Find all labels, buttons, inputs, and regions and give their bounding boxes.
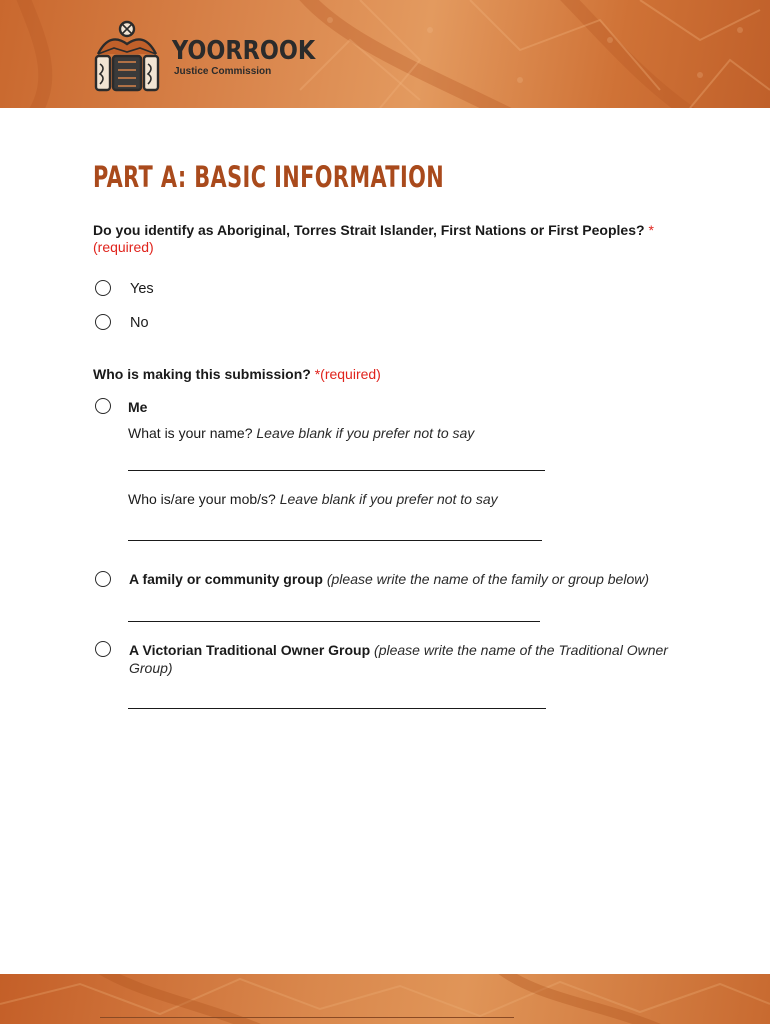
radio-yes[interactable] — [95, 280, 111, 296]
name-prompt-hint: Leave blank if you prefer not to say — [256, 425, 475, 441]
radio-no[interactable] — [95, 314, 111, 330]
option-tog-text: A Victorian Traditional Owner Group — [129, 642, 371, 658]
radio-me[interactable] — [95, 398, 111, 414]
option-family-text: A family or community group — [129, 571, 323, 587]
option-yes-label: Yes — [130, 281, 154, 297]
option-tog-hint: (please write the name of the Traditional Owner Group) — [129, 642, 668, 676]
mob-input-line[interactable] — [128, 540, 542, 541]
name-prompt-text: What is your name? — [128, 425, 253, 441]
option-no-label: No — [130, 315, 149, 331]
question-identify — [93, 222, 673, 256]
page-title: PART A: BASIC INFORMATION — [93, 160, 445, 194]
required-marker: *(required) — [93, 222, 654, 255]
question-submitter-text: Who is making this submission? — [93, 366, 311, 382]
question-identify-text: Do you identify as Aboriginal, Torres Strait Islander, First Nations or First Peoples? — [93, 222, 645, 238]
option-family-hint: (please write the name of the family or group below) — [326, 571, 650, 587]
option-tog-label — [129, 641, 699, 677]
option-family-label — [129, 571, 649, 587]
tog-input-line[interactable] — [128, 708, 546, 709]
mob-prompt-text: Who is/are your mob/s? — [128, 491, 276, 507]
question-submitter — [93, 366, 381, 383]
brand-subtitle: Justice Commission — [174, 66, 272, 77]
required-marker: *(required) — [314, 366, 381, 382]
header-banner — [0, 0, 770, 108]
mob-prompt — [128, 491, 498, 507]
radio-family-group[interactable] — [95, 571, 111, 587]
name-input-line[interactable] — [128, 470, 545, 471]
radio-traditional-owner[interactable] — [95, 641, 111, 657]
family-input-line[interactable] — [128, 621, 540, 622]
brand-name: YOORROOK — [172, 36, 316, 66]
mob-prompt-hint: Leave blank if you prefer not to say — [279, 491, 498, 507]
option-me-label: Me — [128, 399, 148, 415]
footer-divider — [100, 1017, 514, 1018]
name-prompt — [128, 425, 474, 441]
